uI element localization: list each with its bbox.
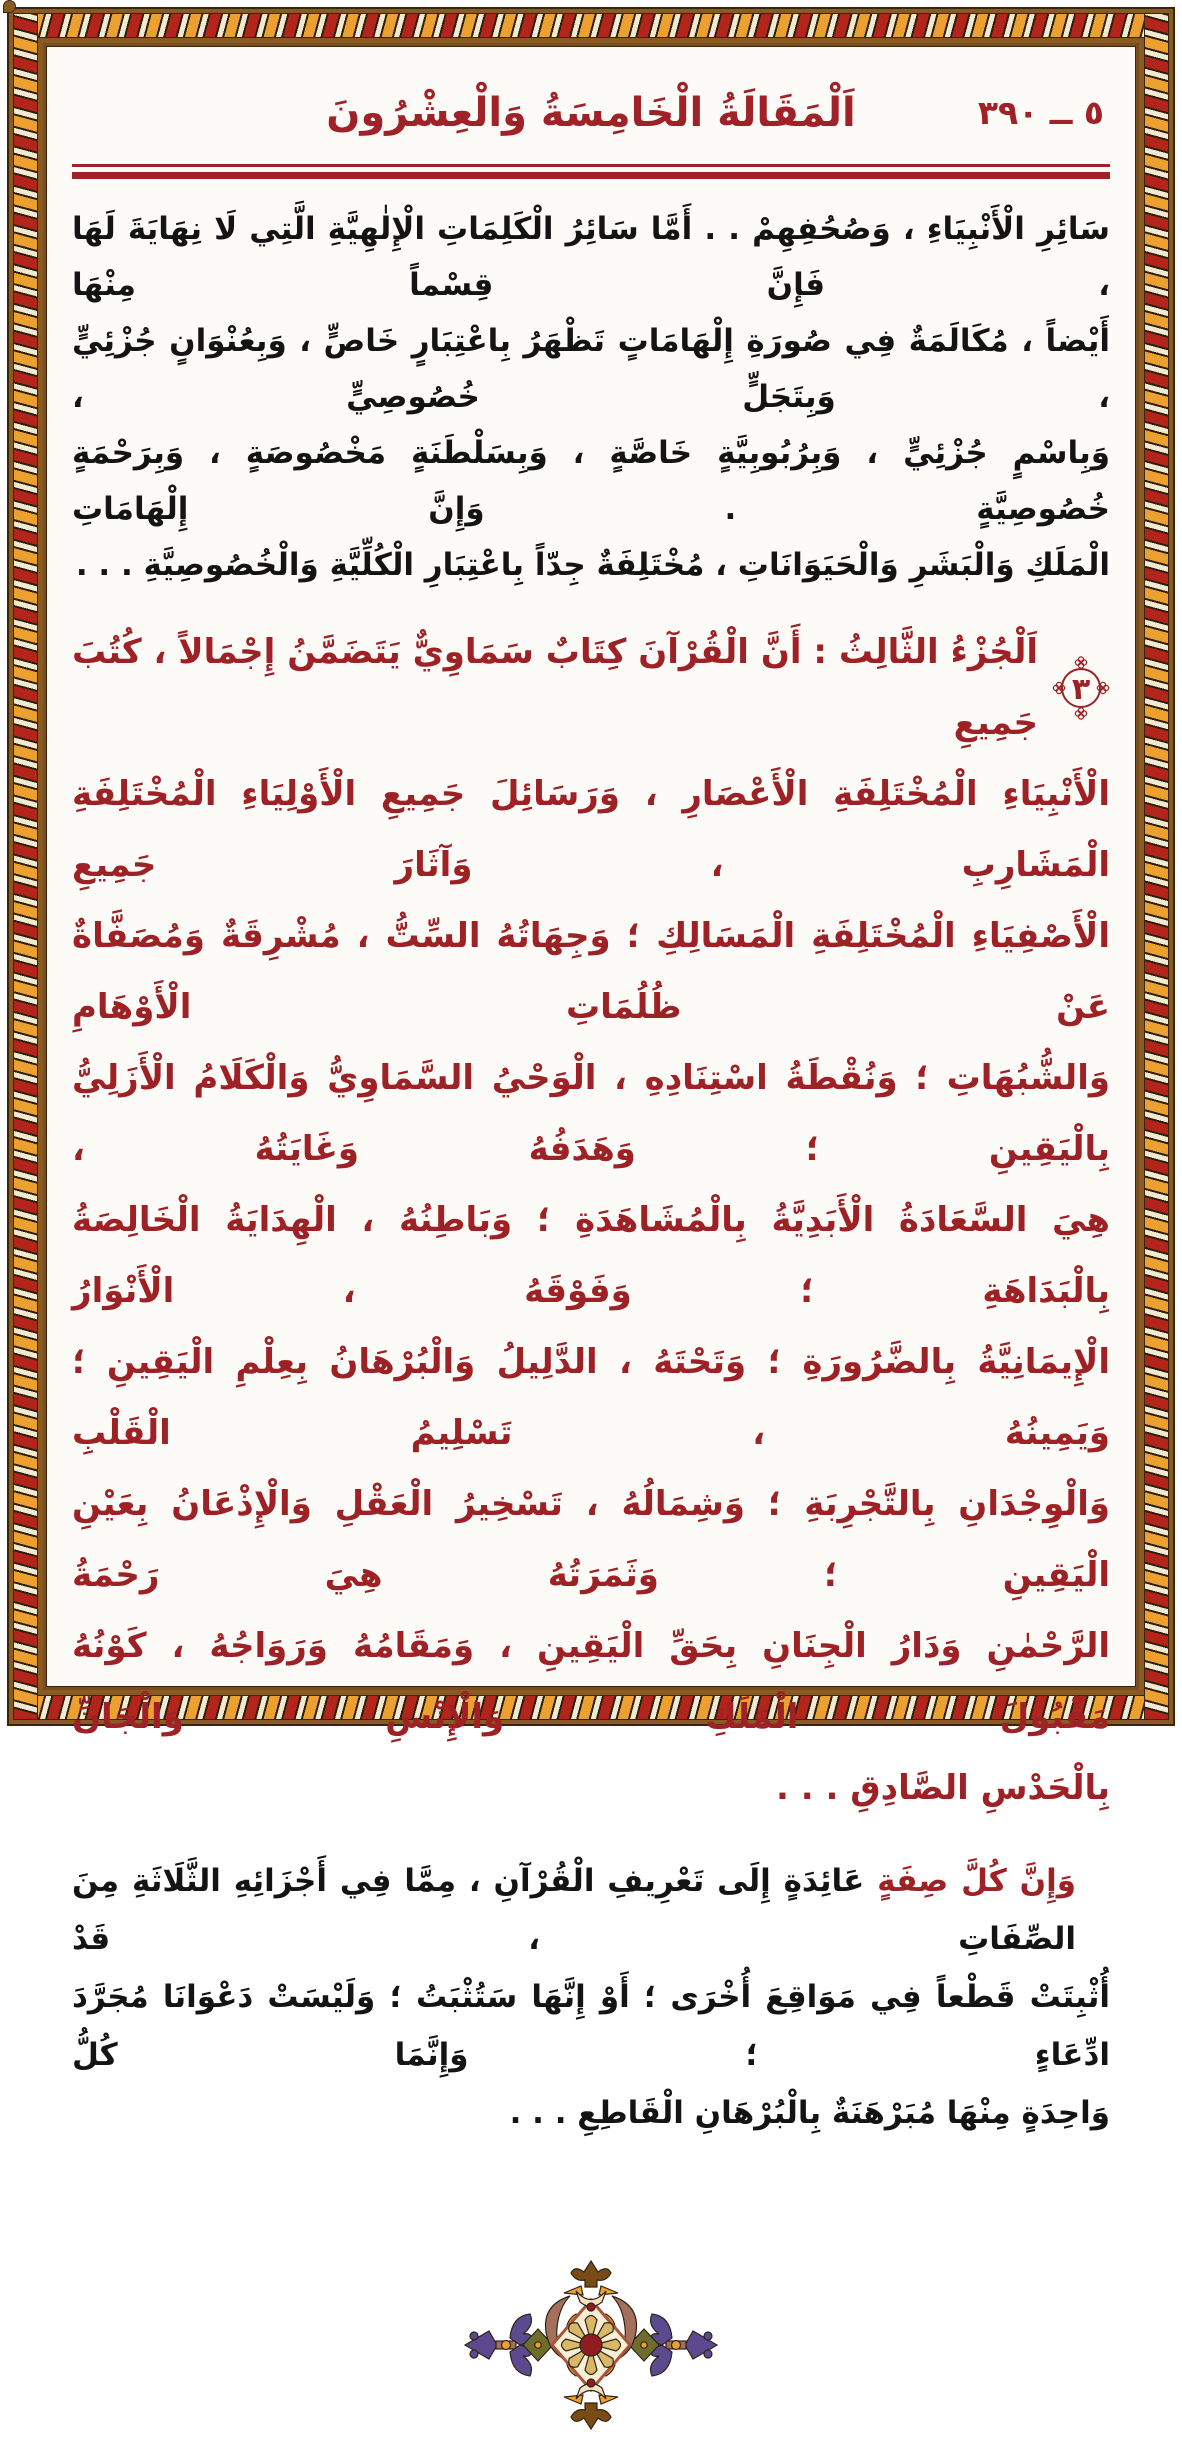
lead-rest-text: عَائِدَةٍ إِلَى تَعْرِيفِ الْقُرْآنِ ، مِمَّا فِي أَجْزَائِهِ الثَّلَاثَةِ مِنَ الصِّفَاتِ ، قَدْ <box>72 1863 1076 1957</box>
content-area <box>43 43 1139 2131</box>
tailpiece-ornament-icon <box>460 2258 722 2433</box>
header-rule <box>72 164 1110 179</box>
red-lead-text: وَإِنَّ كُلَّ صِفَةٍ <box>877 1863 1076 1899</box>
page-title: اَلْمَقَالَةُ الْخَامِسَةُ وَالْعِشْرُونَ <box>326 90 856 136</box>
text-line: أُثْبِتَتْ قَطْعاً فِي مَوَاقِعَ أُخْرَى ؛ أَوْ إِنَّهَا سَتُثْبَتُ ؛ وَلَيْسَتْ دَعْوَانَا مُجَرَّدَ ادِّعَاءٍ ؛ وَإِنَّمَا كُلُّ <box>72 1979 1110 2073</box>
text-line: الْمَلَكِ وَالْبَشَرِ وَالْحَيَوَانَاتِ ، مُخْتَلِفَةٌ جِدّاً بِاعْتِبَارِ الْكُلِّيَّةِ وَالْخُصُوصِيَّةِ . . . <box>75 547 1110 583</box>
border-chain-right <box>1144 13 1169 1720</box>
text-line: اَلْجُزْءُ الثَّالِثُ : أَنَّ الْقُرْآنَ كِتَابٌ سَمَاوِيٌّ يَتَضَمَّنُ إِجْمَالاً ، كُتُبَ جَمِيعِ <box>72 632 1038 743</box>
paragraph-1 <box>72 201 1110 593</box>
text-line: أَيْضاً ، مُكَالَمَةٌ فِي صُورَةِ إِلْهَامَاتٍ تَظْهَرُ بِاعْتِبَارٍ خَاصٍّ ، وَبِعُنْوَانٍ جُزْئِيٍّ ، وَبِتَجَلٍّ خُصُوصِيٍّ ، <box>72 323 1110 415</box>
text-line: وَالشُّبُهَاتِ ؛ وَنُقْطَةُ اسْتِنَادِهِ ، الْوَحْيُ السَّمَاوِيُّ وَالْكَلَامُ الْأَزَلِيُّ بِالْيَقِينِ ؛ وَهَدَفُهُ وَغَايَتُهُ ، <box>72 1058 1110 1169</box>
text-line: الرَّحْمٰنِ وَدَارُ الْجِنَانِ بِحَقِّ الْيَقِينِ ، وَمَقَامُهُ وَرَوَاجُهُ ، كَوْنُهُ مَقْبُولَ الْمَلَكِ وَالْإِنْسِ وَالْجَانِّ <box>72 1626 1110 1737</box>
section-heading-line <box>72 617 1110 759</box>
text-line: الْإِيمَانِيَّةُ بِالضَّرُورَةِ ؛ وَتَحْتَهُ ، الدَّلِيلُ وَالْبُرْهَانُ بِعِلْمِ الْيَقِينِ ؛ وَيَمِينُهُ ، تَسْلِيمُ الْقَلْبِ <box>72 1342 1110 1453</box>
section-number: ٣ <box>1071 672 1091 707</box>
text-line: سَائِرِ الْأَنْبِيَاءِ ، وَصُحُفِهِمْ . . أَمَّا سَائِرُ الْكَلِمَاتِ الْإِلٰهِيَّةِ الَّتِي لَا نِهَايَةَ لَهَا ، فَإِنَّ قِسْماً مِنْهَا <box>72 211 1110 303</box>
paragraph-2-lines <box>72 759 1110 1824</box>
tailpiece-container <box>72 2258 1110 2437</box>
text-line: الْأَصْفِيَاءِ الْمُخْتَلِفَةِ الْمَسَالِكِ ؛ وَجِهَاتُهُ السِّتُّ ، مُشْرِقَةٌ وَمُصَفَّاةٌ عَنْ ظُلُمَاتِ الْأَوْهَامِ <box>72 916 1110 1027</box>
text-line <box>72 1852 1110 1968</box>
border-chain-top <box>13 13 1169 38</box>
page-header <box>72 70 1110 156</box>
text-line: وَاحِدَةٍ مِنْهَا مُبَرْهَنَةٌ بِالْبُرْهَانِ الْقَاطِعِ . . . <box>509 2095 1110 2131</box>
decorative-border <box>9 9 1173 2131</box>
body-text <box>72 201 1110 2142</box>
text-line: بِالْحَدْسِ الصَّادِقِ . . . <box>776 1768 1110 1808</box>
text-line: هِيَ السَّعَادَةُ الْأَبَدِيَّةُ بِالْمُشَاهَدَةِ ؛ وَبَاطِنُهُ ، الْهِدَايَةُ الْخَالِصَةُ بِالْبَدَاهَةِ ؛ وَفَوْقَهُ ، الْأَنْوَارُ <box>72 1200 1110 1311</box>
paragraph-3 <box>72 1852 1110 2142</box>
text-line: الْأَنْبِيَاءِ الْمُخْتَلِفَةِ الْأَعْصَارِ ، وَرَسَائِلَ جَمِيعِ الْأَوْلِيَاءِ الْمُخْتَلِفَةِ الْمَشَارِبِ ، وَآثَارَ جَمِيعِ <box>72 774 1110 885</box>
paragraph-3-lines <box>72 1968 1110 2142</box>
text-line: وَالْوِجْدَانِ بِالتَّجْرِبَةِ ؛ وَشِمَالُهُ ، تَسْخِيرُ الْعَقْلِ وَالْإِذْعَانُ بِعَيْنِ الْيَقِينِ ؛ وَثَمَرَتُهُ هِيَ رَحْمَةُ <box>72 1484 1110 1595</box>
page-number: ٣٩٠ ــ ٥ <box>977 93 1104 132</box>
text-line: وَبِاسْمٍ جُزْئِيٍّ ، وَبِرُبُوبِيَّةٍ خَاصَّةٍ ، وَبِسَلْطَنَةٍ مَخْصُوصَةٍ ، وَبِرَحْمَةٍ خُصُوصِيَّةٍ . وَإِنَّ إِلْهَامَاتِ <box>72 435 1110 527</box>
section-number-badge-icon <box>1052 653 1110 723</box>
border-chain-left <box>13 13 38 1720</box>
paragraph-2-section-third <box>72 617 1110 1824</box>
